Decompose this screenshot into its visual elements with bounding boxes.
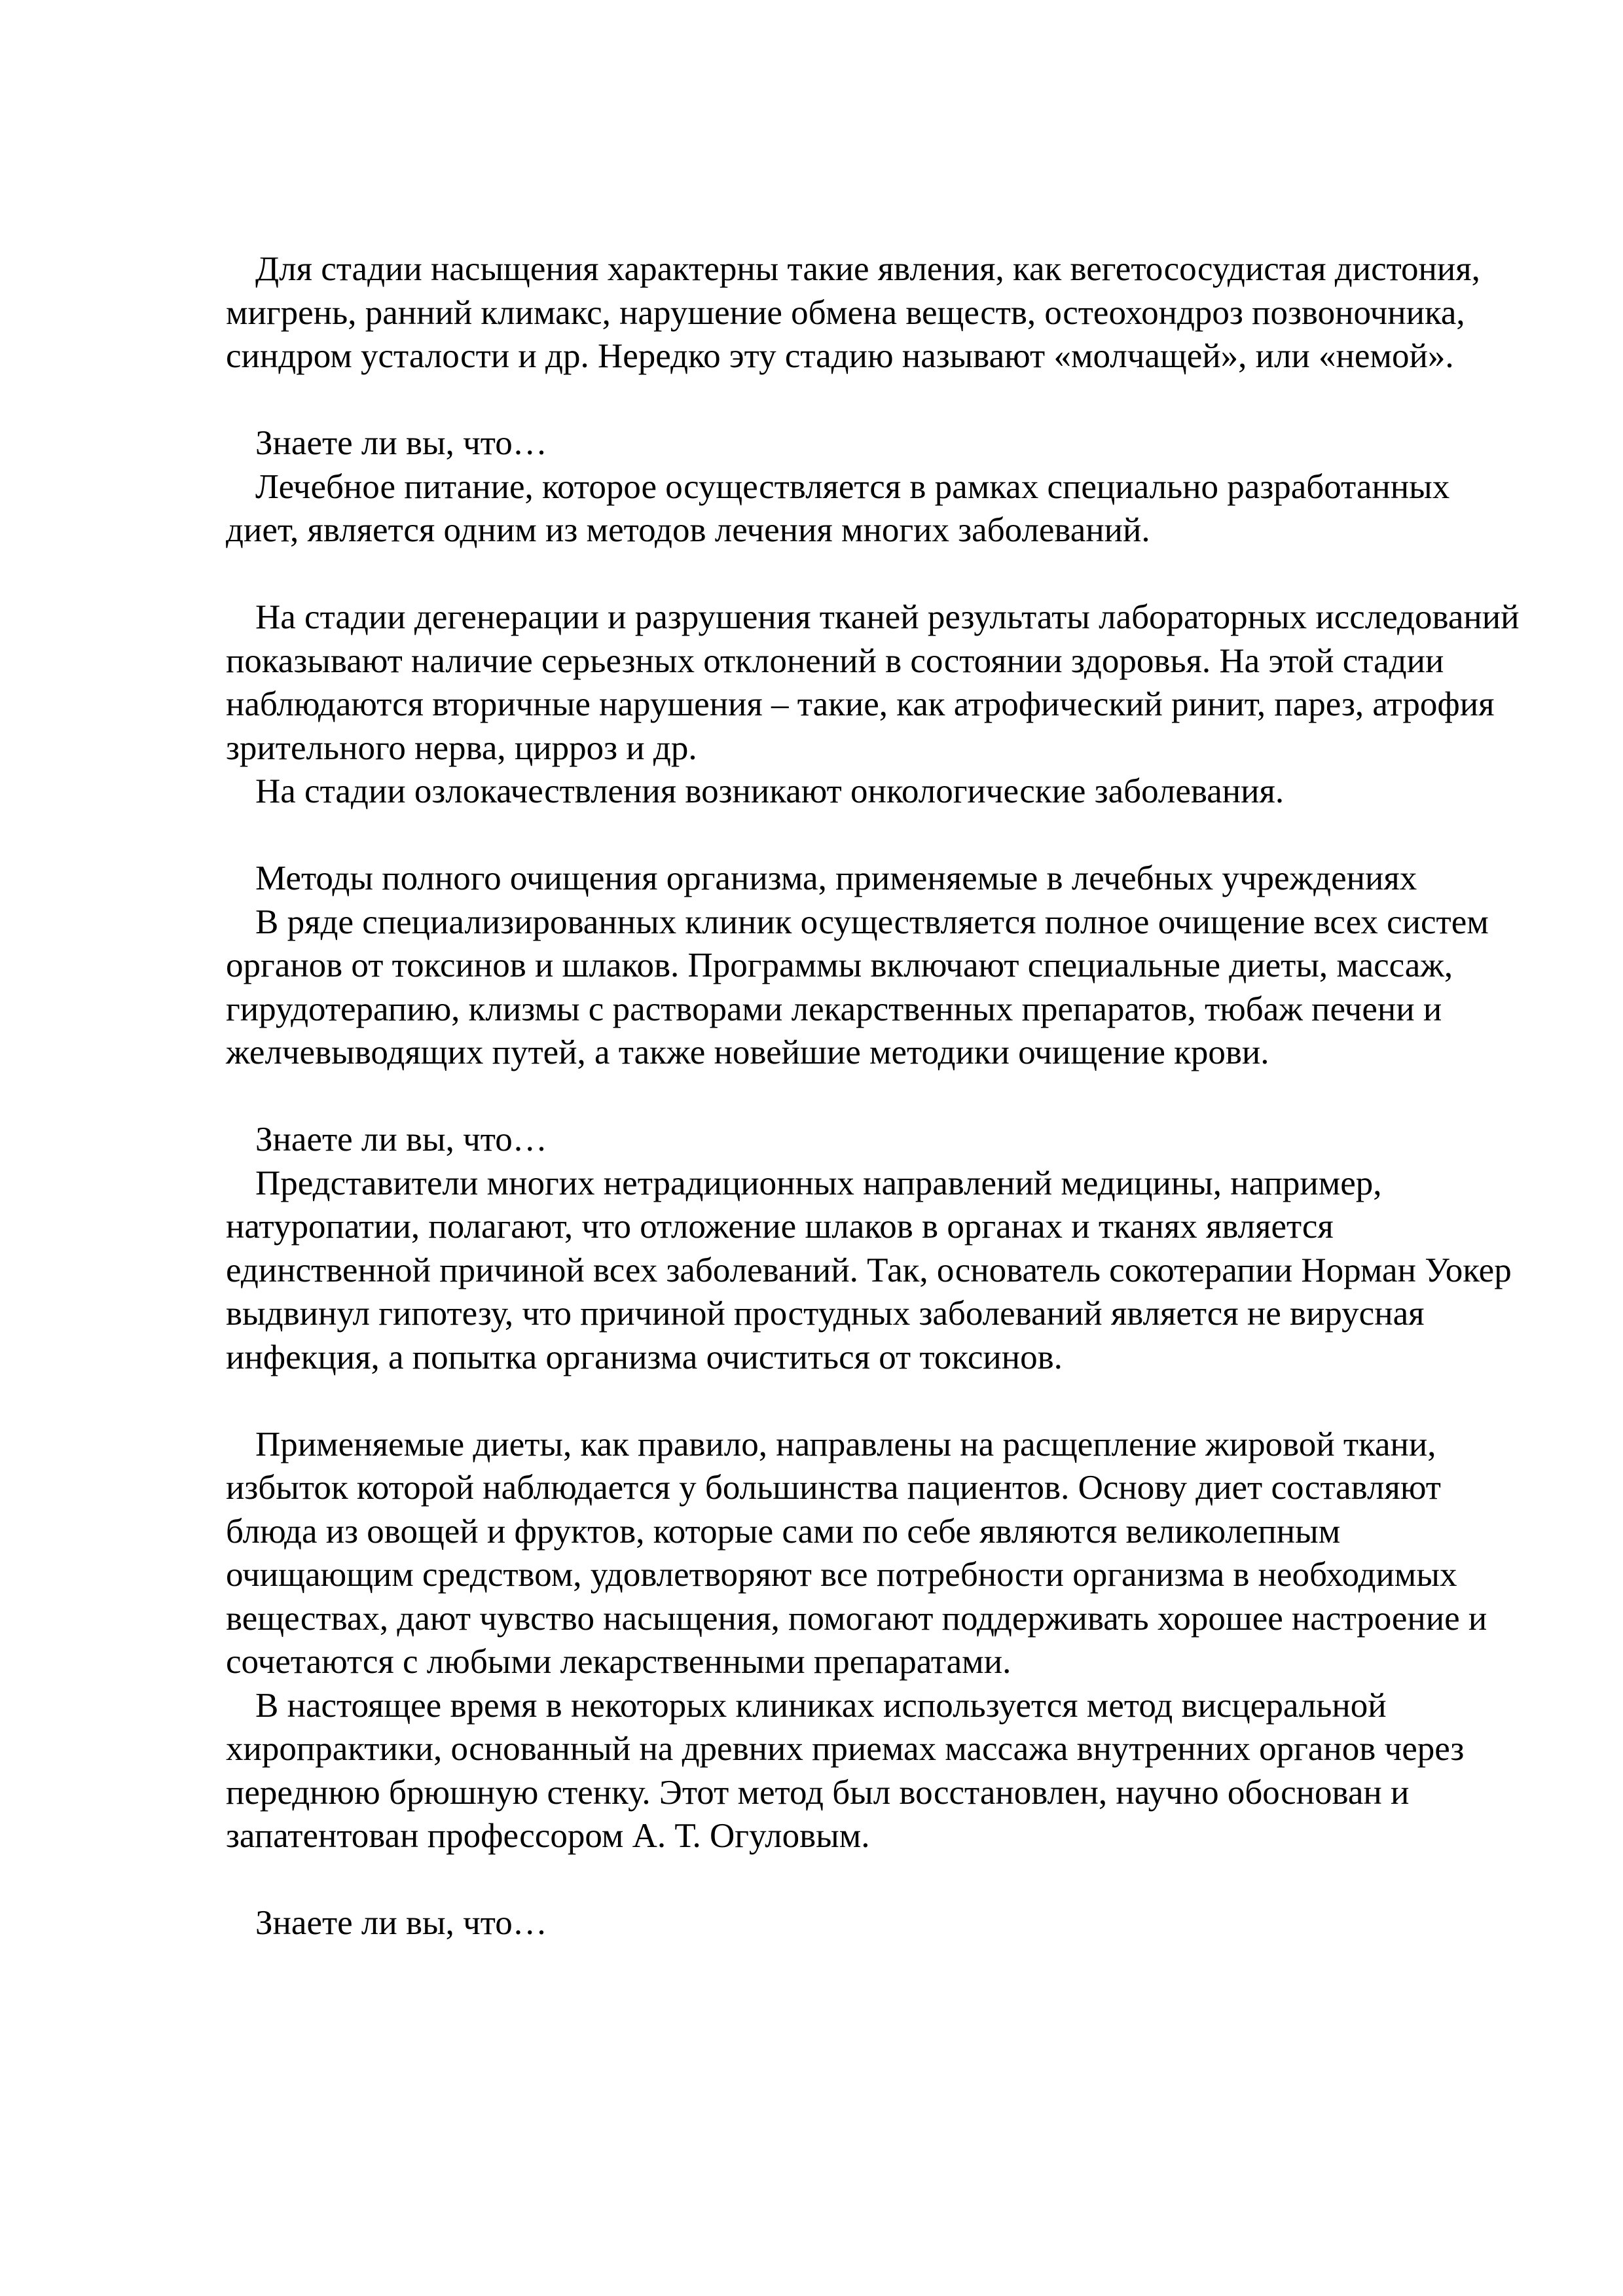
did-you-know-heading: Знаете ли вы, что… [255, 424, 547, 462]
paragraph-gap [226, 1075, 1522, 1119]
paragraph-gap [226, 1379, 1522, 1423]
paragraph-clinic-programs: В ряде специализированных клиник осуществляется полное очищение всех систем органов от токсинов и шлаков. Программы включают специальные диеты, массаж, гирудотерапию, клизмы с растворами лекарственных препаратов, тюбаж печени и желчевыводящих путей, а также новейшие методики очищение крови. [226, 903, 1489, 1071]
section-heading-cleansing-methods: Методы полного очищения организма, применяемые в лечебных учреждениях [255, 859, 1417, 897]
paragraph-visceral-chiropractic: В настоящее время в некоторых клиниках используется метод висцеральной хиропрактики, основанный на древних приемах массажа внутренних органов через переднюю брюшную стенку. Этот метод был восстановлен, научно обоснован и запатентован профессором А. Т. Огуловым. [226, 1686, 1465, 1855]
paragraph-gap [226, 814, 1522, 857]
paragraph-degeneration-stage: На стадии дегенерации и разрушения тканей результаты лабораторных исследований показывают наличие серьезных отклонений в состоянии здоровья. На этой стадии наблюдаются вторичные нарушения – такие, как атрофический ринит, парез, атрофия зрительного нерва, цирроз и др. [226, 598, 1520, 767]
paragraph-alternative-medicine: Представители многих нетрадиционных направлений медицины, например, натуропатии, полагают, что отложение шлаков в органах и тканях является единственной причиной всех заболеваний. Так, основатель сокотерапии Норман Уокер выдвинул гипотезу, что причиной простудных заболеваний является не вирусная инфекция, а попытка организма очиститься от токсинов. [226, 1164, 1512, 1376]
paragraph-gap [226, 1858, 1522, 1902]
paragraph-gap [226, 552, 1522, 596]
did-you-know-heading: Знаете ли вы, что… [255, 1904, 547, 1942]
text-column [226, 247, 1522, 1945]
paragraph-malignancy-stage: На стадии озлокачествления возникают онкологические заболевания. [255, 772, 1285, 810]
paragraph-therapeutic-nutrition: Лечебное питание, которое осуществляется в рамках специально разработанных диет, является одним из методов лечения многих заболеваний. [226, 467, 1450, 549]
paragraph-gap [226, 378, 1522, 422]
did-you-know-heading: Знаете ли вы, что… [255, 1121, 547, 1158]
paragraph-diets: Применяемые диеты, как правило, направлены на расщепление жировой ткани, избыток которой наблюдается у большинства пациентов. Основу диет составляют блюда из овощей и фруктов, которые сами по себе являются великолепным очищающим средством, удовлетворяют все потребности организма в необходимых веществах, дают чувство насыщения, помогают поддерживать хорошее настроение и сочетаются с любыми лекарственными препаратами. [226, 1425, 1487, 1681]
paragraph-saturation-stage: Для стадии насыщения характерны такие явления, как вегетососудистая дистония, мигрень, ранний климакс, нарушение обмена веществ, остеохондроз позвоночника, синдром усталости и др. Нередко эту стадию называют «молчащей», или «немой». [226, 250, 1480, 375]
